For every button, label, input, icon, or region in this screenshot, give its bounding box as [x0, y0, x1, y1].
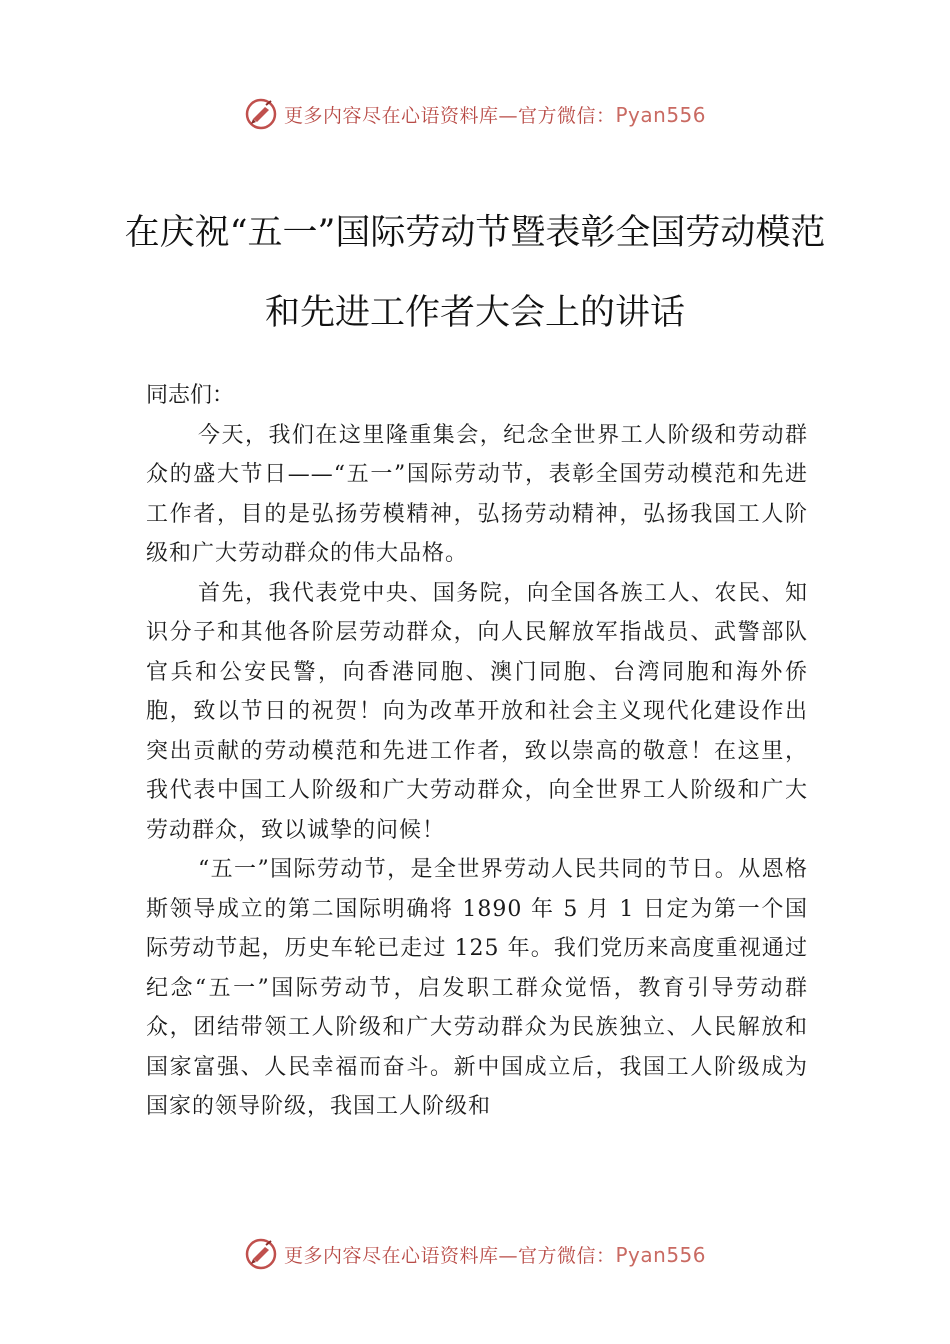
banner-text — [284, 101, 706, 128]
wechat-handle: Pyan556 — [615, 102, 707, 127]
footer-banner — [0, 1234, 950, 1274]
paragraph: “五一”国际劳动节，是全世界劳动人民共同的节日。从恩格斯领导成立的第二国际明确将 1890 年 5 月 1 日定为第一个国际劳动节起，历史车轮已走过 125 年。我们党历来高度重视通过纪念“五一”国际劳动节，启发职工群众觉悟，教育引导劳动群众，团结带领工人阶级和广大劳动群众为民族独立、人民解放和国家富强、人民幸福而奋斗。新中国成立后，我国工人阶级成为国家的领导阶级，我国工人阶级和 — [146, 857, 808, 1119]
header-banner — [0, 94, 950, 134]
paragraph: 今天，我们在这里隆重集会，纪念全世界工人阶级和劳动群众的盛大节日——“五一”国际劳动节，表彰全国劳动模范和先进工作者，目的是弘扬劳模精神，弘扬劳动精神，弘扬我国工人阶级和广大劳动群众的伟大品格。 — [146, 422, 808, 566]
banner-text — [284, 1241, 706, 1268]
document-title: 在庆祝“五一”国际劳动节暨表彰全国劳动模范和先进工作者大会上的讲话 — [124, 213, 826, 333]
banner-slogan: 更多内容尽在心语资料库—官方微信： — [283, 104, 616, 127]
banner-slogan: 更多内容尽在心语资料库—官方微信： — [283, 1244, 616, 1267]
wechat-handle: Pyan556 — [615, 1242, 707, 1267]
document-body — [146, 376, 808, 1127]
pen-seal-logo-icon — [244, 97, 278, 131]
paragraph: 首先，我代表党中央、国务院，向全国各族工人、农民、知识分子和其他各阶层劳动群众，向人民解放军指战员、武警部队官兵和公安民警，向香港同胞、澳门同胞、台湾同胞和海外侨胞，致以节日的祝贺！向为改革开放和社会主义现代化建设作出突出贡献的劳动模范和先进工作者，致以崇高的敬意！在这里，我代表中国工人阶级和广大劳动群众，向全世界工人阶级和广大劳动群众，致以诚挚的问候！ — [146, 580, 808, 843]
salutation: 同志们： — [146, 383, 235, 408]
pen-seal-logo-icon — [244, 1237, 278, 1271]
